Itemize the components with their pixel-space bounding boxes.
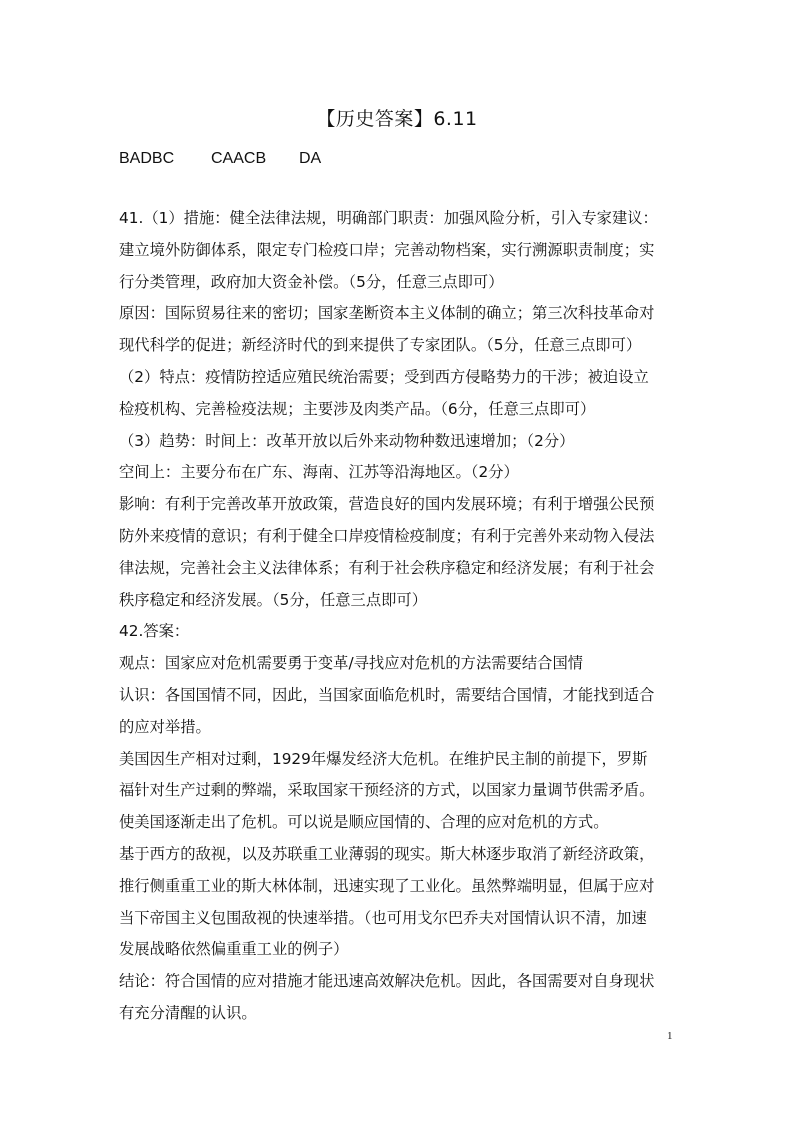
text-line: 41.（1）措施：健全法律法规，明确部门职责：加强风险分析，引入专家建议： (119, 209, 658, 227)
text-line: 检疫机构、完善检疫法规；主要涉及肉类产品。（6分，任意三点即可） (119, 399, 596, 418)
text-line: 推行侧重重工业的斯大林体制，迅速实现了工业化。虽然弊端明显，但属于应对 (119, 876, 655, 895)
document-title: 【历史答案】6.11 (316, 108, 478, 130)
text-line: 观点：国家应对危机需要勇于变革/寻找应对危机的方法需要结合国情 (119, 654, 584, 673)
text-line: 当下帝国主义包围敌视的快速举措。（也可用戈尔巴乔夫对国情认识不清，加速 (119, 908, 647, 927)
text-line: 42.答案： (119, 622, 190, 641)
answer-group-2: CAACB (211, 150, 267, 167)
text-line: 建立境外防御体系，限定专门检疫口岸；完善动物档案，实行溯源职责制度；实 (119, 240, 655, 259)
page-number: 1 (667, 1030, 673, 1042)
text-line: 行分类管理，政府加大资金补偿。（5分，任意三点即可） (119, 272, 504, 291)
text-line: 律法规，完善社会主义法律体系；有利于社会秩序稳定和经济发展；有利于社会 (119, 558, 655, 577)
multiple-choice-answers (119, 150, 321, 168)
text-line: 使美国逐渐走出了危机。可以说是顺应国情的、合理的应对危机的方式。 (119, 813, 609, 832)
text-line: 基于西方的敌视，以及苏联重工业薄弱的现实。斯大林逐步取消了新经济政策， (119, 844, 655, 863)
text-line: 防外来疫情的意识；有利于健全口岸疫情检疫制度；有利于完善外来动物入侵法 (119, 526, 655, 545)
text-line: 认识：各国国情不同，因此，当国家面临危机时，需要结合国情，才能找到适合 (119, 685, 655, 704)
answer-group-1: BADBC (119, 150, 175, 167)
text-line: 美国因生产相对过剩，1929年爆发经济大危机。在维护民主制的前提下，罗斯 (119, 749, 648, 768)
text-line: （2）特点：疫情防控适应殖民统治需要；受到西方侵略势力的干涉；被迫设立 (119, 367, 649, 386)
text-line: 现代科学的促进；新经济时代的到来提供了专家团队。（5分，任意三点即可） (119, 336, 642, 355)
text-line: 发展战略依然偏重重工业的例子） (119, 940, 349, 959)
text-line: 秩序稳定和经济发展。（5分，任意三点即可） (119, 590, 428, 609)
text-line: 空间上：主要分布在广东、海南、江苏等沿海地区。（2分） (119, 463, 519, 482)
answer-group-3: DA (299, 150, 322, 167)
text-line: 影响：有利于完善改革开放政策，营造良好的国内发展环境；有利于增强公民预 (119, 495, 655, 514)
text-line: 福针对生产过剩的弊端，采取国家干预经济的方式，以国家力量调节供需矛盾。 (119, 781, 655, 800)
text-line: 原因：国际贸易往来的密切；国家垄断资本主义体制的确立；第三次科技革命对 (119, 304, 655, 323)
text-line: 的应对举措。 (119, 717, 211, 736)
text-line: 有充分清醒的认识。 (119, 1003, 257, 1022)
text-line: 结论：符合国情的应对措施才能迅速高效解决危机。因此，各国需要对自身现状 (119, 972, 655, 991)
answer-body (119, 203, 679, 1030)
text-line: （3）趋势：时间上：改革开放以后外来动物种数迅速增加；（2分） (119, 431, 575, 450)
